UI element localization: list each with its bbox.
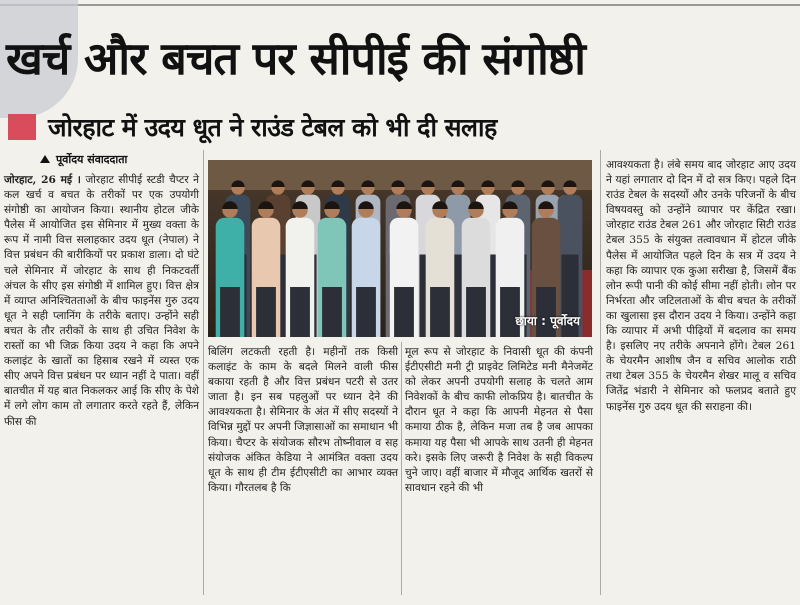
article-column-3: [405, 345, 593, 595]
byline: पूर्वोदय संवाददाता: [56, 153, 128, 166]
group-photo-illustration: [208, 160, 592, 337]
dateline: जोरहाट, 26 मई ।: [4, 174, 81, 186]
subheadline-row: [8, 111, 798, 143]
column-4-text: आवश्यकता है। लंबे समय बाद जोरहाट आए उदय ने यहां लगातार दो दिन में दो सत्र किए। पहले दिन राउंड टेबल के सदस्यों और उनके परिजनों के बीच विषयवस्तु को उन्होंने व्यापार पर केंद्रित रखा। जोरहाट राउंड टेबल 261 और जोरहाट सिटी राउंड टेबल 355 के संयुक्त तत्वावधान में होटल जीके पैलेस में आयोजित पहले दिन के सत्र में उदय ने कहा कि व्यापार एक कुआ सरीखा है, जिसमें बैंक लोन रूपी पानी की कोई सीमा नहीं होती। लोन पर निर्भरता और जटिलताओं के बीच बचत के तरीकों का खुलासा इस दौरान उदय ने किया। उन्होंने कहा कि व्यापार में अभी पीढ़ियों में बदलाव का समय है। इसलिए नए तरीके अपनाने होंगे। टेबल 261 के चेयरमैन आशीष जैन व सचिव आलोक राठी तथा टेबल 355 के चेयरमैन शेखर मालू व सचिव जितेंद्र भंडारी ने सेमिनार को फलप्रद बताते हुए फाइनेंस गुरु उदय धूत की सराहना की।: [606, 159, 796, 413]
column-divider: [401, 342, 402, 595]
article-column-2: [208, 345, 398, 595]
headline: खर्च और बचत पर सीपीई की संगोष्ठी: [6, 32, 585, 85]
group-photo: [208, 160, 592, 337]
column-1-text: जोरहाट सीपीई स्टडी चैप्टर ने कल खर्च व बचत के तरीकों पर एक उपयोगी संगोष्ठी का आयोजन किया। स्थानीय होटल जीके पैलेस में आयोजित इस सेमिनार में मुख्य वक्ता के रूप में नामी वित्त सलाहकार उदय धूत (नेपाल) ने वित्त प्रबंधन की बारीकियों पर प्रकाश डाला। दो घंटे चले सेमिनार में जोरहाट के साथ ही निकटवर्ती अंचल के सीए इस संगोष्ठी में शामिल हुए। वित्त क्षेत्र में व्याप्त अनिश्चितताओं के बीच फाइनेंस गुरु उदय धूत ने सही प्लानिंग के तरीके बताए। उन्होंने सही बचत के तौर तरीकों के साथ ही उचित निवेश के रास्तों का भी जिक्र किया उदय ने कहा कि अपने कलाइंट के खातों का हिसाब रखने में व्यस्त एक सीए अपने वित्त प्रबंधन पर ध्यान नहीं दे पाता। वहीं बातचीत में यह बात निकलकर आई कि सीए के पेशे में लगे लोग काम तो लगातार करते रहते हैं, लेकिन फीस की: [4, 174, 199, 428]
photo-caption: छाया : पूर्वोदय: [515, 314, 580, 328]
column-3-text: मूल रूप से जोरहाट के निवासी धूत की कंपनी ईटीएसीटी मनी ट्री प्राइवेट लिमिटेड मनी मैनेजमेंट को लेकर अपनी उपयोगी सलाह के चलते आम निवेशकों के बीच काफी लोकप्रिय है। बातचीत के दौरान धूत ने कहा कि आपनी मेहनत से पैसा कमाया ठीक है, लेकिन मजा तब है जब आपका कमाया यह पैसा भी आपके साथ उतनी ही मेहनत करे। इसके लिए जरूरी है निवेश के सही विकल्प चुने जाए। वहीं बाजार में मौजूद आर्थिक खतरों से सावधान रहने की भी: [405, 346, 593, 494]
red-square-icon: [8, 114, 36, 140]
column-divider: [600, 150, 601, 595]
triangle-icon: [40, 155, 50, 163]
article-column-4: [606, 158, 796, 594]
top-rule: [0, 4, 800, 6]
byline-row: [40, 152, 127, 167]
column-2-text: बिलिंग लटकती रहती है। महीनों तक किसी कलाइंट के काम के बदले मिलने वाली फीस बकाया रहती है और वित्त प्रबंधन पटरी से उतर जाता है। इन सब पहलुओं पर ध्यान देने की आवश्यकता है। सेमिनार के अंत में सीए सदस्यों ने विभिन्न मुद्दों पर अपनी जिज्ञासाओं का समाधान भी किया। चैप्टर के संयोजक सौरभ तोष्नीवाल व सह संयोजक अंकित केडिया ने आमंत्रित वक्ता उदय धूत के साथ ही टीम ईटीएसीटी का आभार व्यक्त किया। गौरतलब है कि: [208, 346, 398, 494]
article-column-1: [4, 173, 199, 593]
subheadline: जोरहाट में उदय धूत ने राउंड टेबल को भी दी सलाह: [48, 113, 497, 142]
column-divider: [203, 150, 204, 595]
